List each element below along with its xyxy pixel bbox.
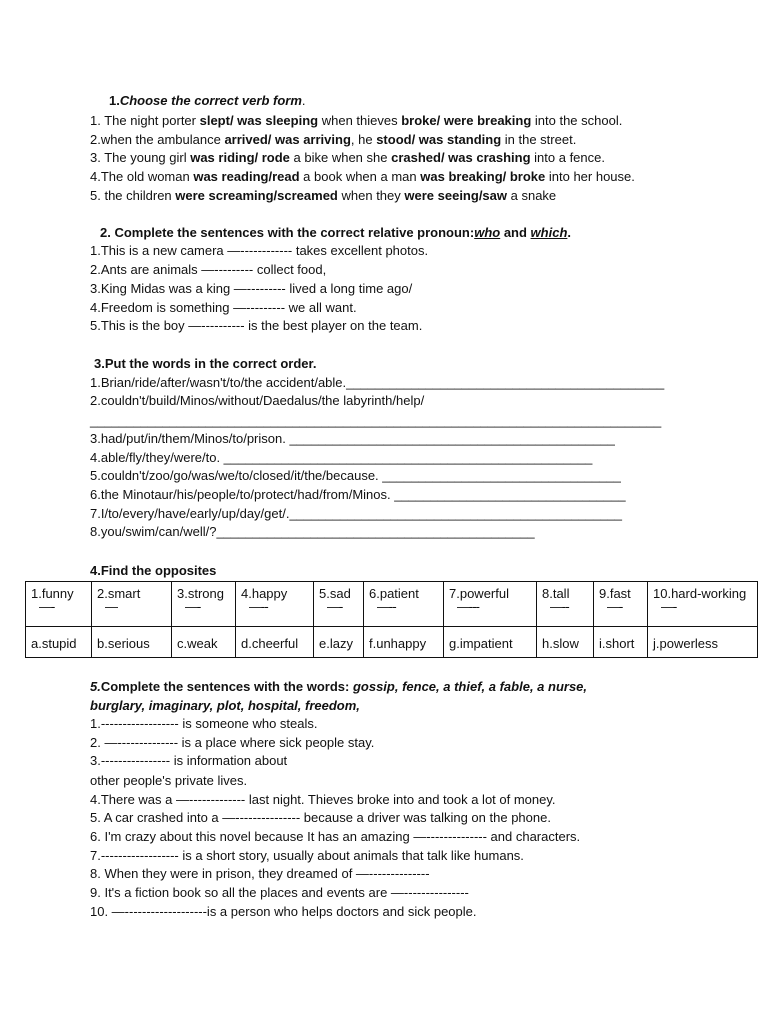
verb-form-item	[90, 149, 605, 167]
verb-choice: slept/ was sleeping	[199, 113, 319, 128]
section-1-heading: Choose the correct verb form	[119, 93, 302, 108]
sentence-text: a bike when she	[289, 150, 392, 165]
opposite-answer-cell: a.stupid	[26, 627, 92, 658]
opposites-answers-row	[26, 627, 758, 658]
sentence-text: into a fence.	[530, 150, 605, 165]
section-5-title	[90, 678, 587, 696]
section-5-colon: :	[345, 679, 353, 694]
word-bank-line-1: gossip, fence, a thief, a fable, a nurse,	[352, 679, 588, 694]
opposite-word-cell: 2.smart —	[92, 582, 172, 627]
completion-item: 4.There was a —------------- last night. Thieves broke into and took a lot of money.	[90, 792, 556, 807]
word-order-item: 5.couldn't/zoo/go/was/we/to/closed/it/the/because. _________________________________	[90, 468, 621, 483]
opposite-answer-cell: c.weak	[172, 627, 236, 658]
word-order-item: 6.the Minotaur/his/people/to/protect/had/from/Minos. ________________________________	[90, 487, 626, 502]
verb-choice: were screaming/screamed	[175, 188, 338, 203]
verb-choice: arrived/ was arriving	[224, 132, 351, 147]
completion-item: 3.---------------- is information about	[90, 753, 288, 768]
opposite-answer-cell: e.lazy	[314, 627, 364, 658]
verb-form-item	[90, 112, 622, 130]
verb-form-item	[90, 131, 576, 149]
word-order-item: 7.I/to/every/have/early/up/day/get/.______________________________________________	[90, 506, 623, 521]
opposite-answer-cell: b.serious	[92, 627, 172, 658]
section-2-title	[100, 224, 571, 242]
section-2-dot: .	[567, 225, 572, 240]
opposite-word-cell: 8.tall —--	[537, 582, 594, 627]
word-order-item: 8.you/swim/can/well/?____________________________________________	[90, 524, 535, 539]
section-1-title	[109, 92, 306, 110]
opposite-answer-cell: f.unhappy	[364, 627, 444, 658]
verb-choice: were seeing/saw	[404, 188, 508, 203]
opposite-word-cell: 5.sad —-	[314, 582, 364, 627]
verb-form-item	[90, 168, 635, 186]
sentence-text: into the school.	[531, 113, 623, 128]
opposite-word-cell: 3.strong —-	[172, 582, 236, 627]
completion-item: 9. It's a fiction book so all the places and events are —---------------	[90, 885, 469, 900]
verb-choice: was reading/read	[193, 169, 300, 184]
section-1-dot: .	[301, 93, 306, 108]
sentence-text: when they	[337, 188, 405, 203]
opposite-word-cell: 4.happy —--	[236, 582, 314, 627]
word-order-item: 3.had/put/in/them/Minos/to/prison. _____________________________________________	[90, 431, 615, 446]
opposite-word-cell: 9.fast —-	[594, 582, 648, 627]
opposite-word-cell: 7.powerful —---	[444, 582, 537, 627]
pronoun-who: who	[474, 225, 501, 240]
sentence-text: a book when a man	[299, 169, 421, 184]
completion-item: 8. When they were in prison, they dreamed of —--------------	[90, 866, 430, 881]
opposite-answer-cell: h.slow	[537, 627, 594, 658]
word-order-item: 2.couldn't/build/Minos/without/Daedalus/the labyrinth/help/	[90, 393, 425, 408]
verb-choice: was riding/ rode	[190, 150, 290, 165]
sentence-text: in the street.	[501, 132, 577, 147]
sentence-text: a snake	[507, 188, 557, 203]
relative-pronoun-item: 4.Freedom is something —--------- we all want.	[90, 300, 357, 315]
word-order-answer-line: _______________________________________________________________________________	[90, 413, 662, 428]
sentence-text: 1. The night porter	[90, 113, 200, 128]
opposites-table	[25, 581, 758, 658]
pronoun-and: and	[500, 225, 531, 240]
relative-pronoun-item: 3.King Midas was a king —--------- lived a long time ago/	[90, 281, 413, 296]
opposite-answer-cell: g.impatient	[444, 627, 537, 658]
sentence-text: into her house.	[545, 169, 635, 184]
section-5-number: 5.	[90, 679, 101, 694]
verb-choice: was breaking/ broke	[420, 169, 546, 184]
opposite-answer-cell: i.short	[594, 627, 648, 658]
opposite-word-cell: 10.hard-working —-	[648, 582, 758, 627]
section-5-heading: Complete the sentences with the words	[100, 679, 345, 694]
opposite-word-cell: 6.patient —--	[364, 582, 444, 627]
section-1-number: 1.	[109, 93, 120, 108]
completion-item: 1.------------------ is someone who steals.	[90, 716, 318, 731]
relative-pronoun-item: 1.This is a new camera —------------ takes excellent photos.	[90, 243, 429, 258]
section-4-title: 4.Find the opposites	[90, 563, 217, 578]
sentence-text: when thieves	[318, 113, 402, 128]
sentence-text: 5. the children	[90, 188, 176, 203]
verb-choice: broke/ were breaking	[401, 113, 532, 128]
opposite-answer-cell: j.powerless	[648, 627, 758, 658]
opposite-answer-cell: d.cheerful	[236, 627, 314, 658]
completion-item: 7.------------------ is a short story, usually about animals that talk like humans.	[90, 848, 524, 863]
completion-item-continuation: other people's private lives.	[90, 773, 248, 788]
word-bank-line-2: burglary, imaginary, plot, hospital, freedom,	[90, 698, 360, 713]
pronoun-which: which	[530, 225, 568, 240]
completion-item: 10. —-------------------is a person who helps doctors and sick people.	[90, 904, 477, 919]
verb-choice: stood/ was standing	[376, 132, 502, 147]
sentence-text: , he	[350, 132, 377, 147]
sentence-text: 2.when the ambulance	[90, 132, 225, 147]
word-order-item: 1.Brian/ride/after/wasn't/to/the accident/able.____________________________________________	[90, 375, 665, 390]
completion-item: 5. A car crashed into a —--------------- because a driver was talking on the phone.	[90, 810, 551, 825]
relative-pronoun-item: 2.Ants are animals —--------- collect food,	[90, 262, 327, 277]
word-order-item: 4.able/fly/they/were/to. ___________________________________________________	[90, 450, 593, 465]
sentence-text: 4.The old woman	[90, 169, 194, 184]
completion-item: 6. I'm crazy about this novel because It has an amazing —-------------- and characters.	[90, 829, 581, 844]
verb-choice: crashed/ was crashing	[391, 150, 531, 165]
section-2-heading: 2. Complete the sentences with the correct relative pronoun:	[100, 225, 475, 240]
opposite-word-cell: 1.funny —-	[26, 582, 92, 627]
completion-item: 2. —-------------- is a place where sick people stay.	[90, 735, 375, 750]
opposites-words-row	[26, 582, 758, 627]
verb-form-item	[90, 187, 556, 205]
sentence-text: 3. The young girl	[90, 150, 191, 165]
relative-pronoun-item: 5.This is the boy —---------- is the best player on the team.	[90, 318, 423, 333]
section-3-title: 3.Put the words in the correct order.	[94, 356, 317, 371]
